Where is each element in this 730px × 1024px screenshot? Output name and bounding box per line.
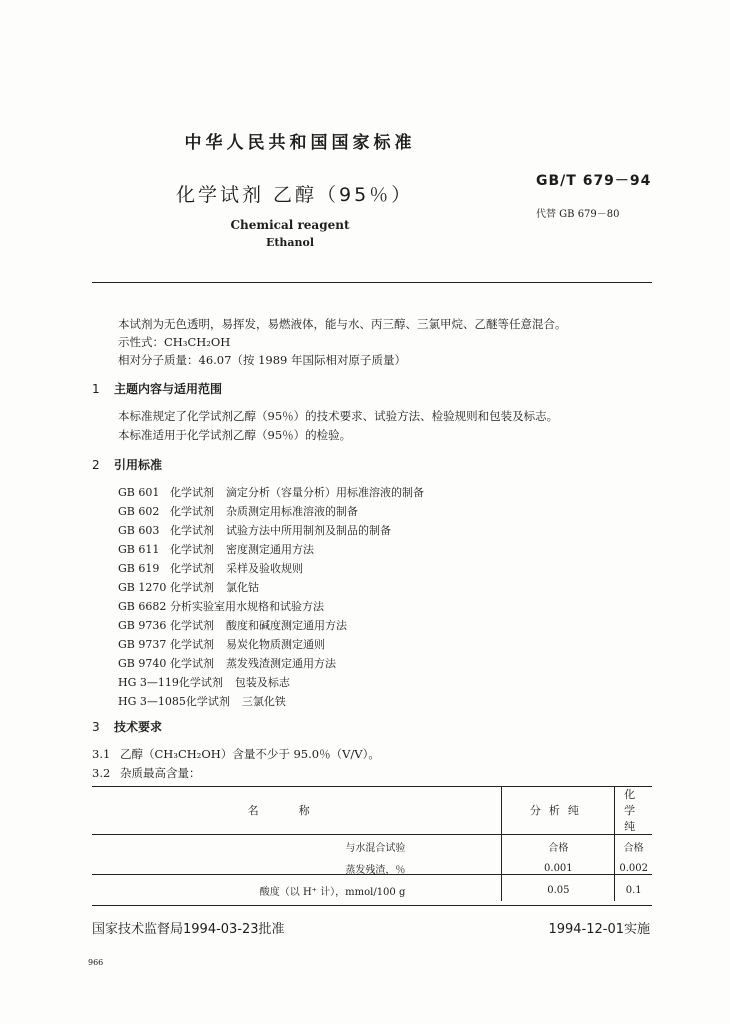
intro-description: 本试剂为无色透明，易挥发，易燃液体，能与水、丙三醇、三氯甲烷、乙醚等任意混合。 [118,317,567,331]
intro-formula: 示性式：CH₃CH₂OH [118,335,231,349]
reference-name: 采样及验收规则 [226,562,303,575]
reference-code: GB 6682 [118,600,167,613]
section-1-heading [92,380,222,397]
clause-text: 杂质最高含量： [120,766,201,780]
table-cell: 0.002 [615,857,652,879]
reference-name: 氯化钴 [226,581,259,594]
table-row [92,835,652,858]
list-item [118,484,424,500]
reference-cat: 化学试剂 [170,619,214,632]
reference-code: GB 619 [118,562,160,575]
effective-date: 1994-12-01实施 [548,922,650,937]
section-3-heading [92,718,162,735]
reference-code: GB 9737 [118,638,167,651]
reference-cat: 化学试剂 [170,581,214,594]
table-cell: 蒸发残渣，％ [345,864,406,876]
reference-name: 酸度和碱度测定通用方法 [226,619,347,632]
clause-number: 3.1 [92,747,111,761]
reference-cat: 化学试剂 [170,657,214,670]
reference-name: 滴定分析（容量分析）用标准溶液的制备 [226,486,424,499]
intro-molecular-mass: 相对分子质量：46.07（按 1989 年国际相对原子质量） [118,353,406,367]
reference-name: 杂质测定用标准溶液的制备 [226,505,358,518]
english-title-line-2: Ethanol [265,236,315,249]
list-item [118,674,290,690]
column-header-analytical-grade: 分析纯 [502,786,615,835]
reference-cat: 化学试剂 [170,638,214,651]
column-header-chemical-grade: 化学纯 [615,786,652,835]
table-cell: 与水混合试验 [345,842,406,854]
section-number: 3 [92,720,100,734]
reference-cat: 化学试剂 [178,676,223,689]
clause-text: 乙醇（CH₃CH₂OH）含量不少于 95.0％（V/V）。 [120,747,380,761]
footer-divider [92,905,652,906]
reference-code: GB 601 [118,486,160,499]
list-item [118,598,336,614]
list-item [118,617,347,633]
list-item [118,636,325,652]
column-header-name: 名称 [92,786,502,835]
table-cell: 酸度（以 H⁺ 计），mmol/100 g [259,886,406,898]
section-1-paragraph-2: 本标准适用于化学试剂乙醇（95％）的检验。 [118,428,352,442]
section-title: 技术要求 [114,720,163,734]
section-2-heading [92,456,162,473]
reference-code: HG 3—119 [118,676,179,689]
list-item [118,522,391,538]
reference-cat: 化学试剂 [170,524,214,537]
table-row [92,879,652,901]
reference-cat: 化学试剂 [170,562,214,575]
reference-code: GB 1270 [118,581,167,594]
list-item [118,560,303,576]
clause-number: 3.2 [92,766,111,780]
reference-cat: 化学试剂 [170,543,214,556]
reference-code: HG 3—1085 [118,695,186,708]
section-1-paragraph-1: 本标准规定了化学试剂乙醇（95％）的技术要求、试验方法、检验规则和包装及标志。 [118,409,559,423]
document-title: 化学试剂 乙醇（95％） [176,184,414,206]
table-header-row [92,786,652,835]
section-number: 2 [92,458,100,472]
table-cell: 合格 [615,835,652,858]
list-item [118,655,336,671]
page-number: 966 [88,958,104,967]
table-cell: 0.1 [615,879,652,901]
reference-cat: 化学试剂 [170,486,214,499]
reference-code: GB 611 [118,543,160,556]
issuing-authority: 中华人民共和国国家标准 [184,133,416,153]
header-divider [92,282,652,283]
reference-cat: 化学试剂 [170,505,214,518]
reference-code: GB 602 [118,505,160,518]
list-item [118,541,314,557]
list-item [118,693,286,709]
list-item [118,503,358,519]
clause-3-2 [92,765,201,781]
replaces-standard: 代替 GB 679－80 [536,209,620,220]
table-bottom-rule [92,874,652,875]
table-cell: 0.001 [502,857,615,879]
reference-name: 密度测定通用方法 [226,543,314,556]
table-cell: 0.05 [502,879,615,901]
reference-code: GB 9740 [118,657,167,670]
reference-name: 包装及标志 [234,676,290,689]
table-cell: 合格 [502,835,615,858]
reference-name: 易炭化物质测定通则 [226,638,325,651]
english-title-line-1: Chemical reagent [230,218,350,232]
standard-number: GB/T 679－94 [536,173,652,189]
reference-code: GB 9736 [118,619,167,632]
reference-name: 试验方法中所用制剂及制品的制备 [226,524,391,537]
reference-name: 三氯化铁 [241,695,286,708]
reference-cat: 分析实验室用水规格和试验方法 [170,600,324,613]
section-title: 主题内容与适用范围 [114,382,223,396]
section-title: 引用标准 [114,458,163,472]
section-number: 1 [92,382,100,396]
table-row [92,857,652,879]
reference-name: 蒸发残渣测定通用方法 [226,657,336,670]
list-item [118,579,259,595]
approval-date: 国家技术监督局1994-03-23批准 [92,922,285,937]
reference-cat: 化学试剂 [185,695,230,708]
impurity-limits-table [92,786,652,901]
reference-code: GB 603 [118,524,160,537]
clause-3-1 [92,746,380,762]
